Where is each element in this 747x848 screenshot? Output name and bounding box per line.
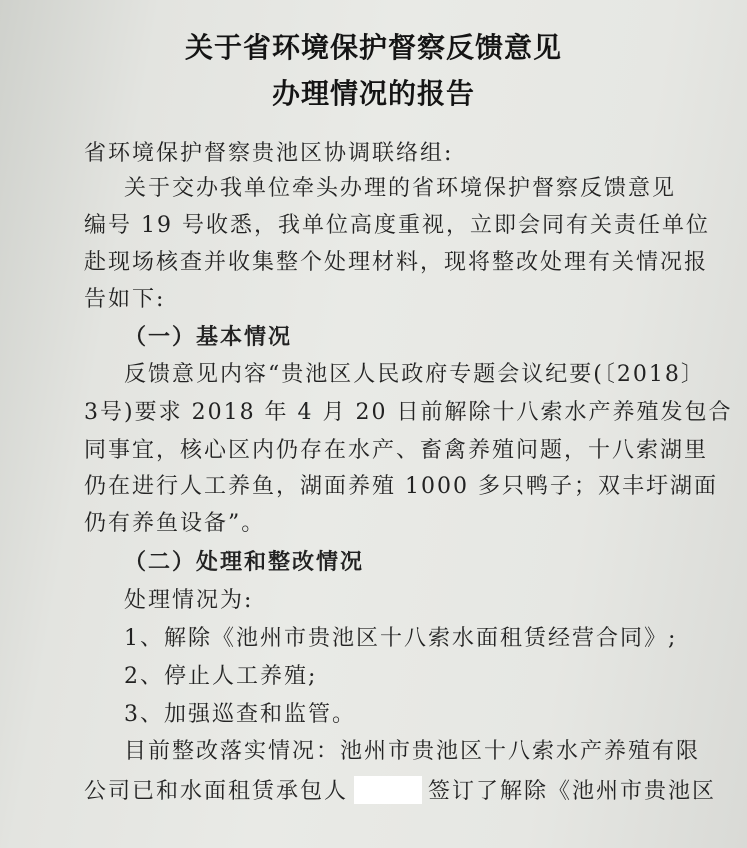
redacted-name-box: [354, 776, 422, 804]
intro-line: 告如下:: [84, 287, 166, 312]
salutation: 省环境保护督察贵池区协调联络组:: [84, 141, 454, 166]
intro-line: 赴现场核查并收集整个处理材料，现将整改处理有关情况报: [84, 250, 709, 275]
handling-item: 1、解除《池州市贵池区十八索水面租赁经营合同》;: [124, 626, 678, 651]
section-heading-basic: （一）基本情况: [124, 324, 293, 350]
final-line: [84, 776, 716, 807]
status-line: 目前整改落实情况：池州市贵池区十八索水产养殖有限: [124, 739, 701, 764]
section1-line: 反馈意见内容“贵池区人民政府专题会议纪要(〔2018〕: [124, 362, 705, 387]
handling-item: 3、加强巡查和监管。: [124, 702, 356, 727]
section1-line: 同事宜，核心区内仍存在水产、畜禽养殖问题，十八索湖里: [84, 438, 709, 463]
handling-label: 处理情况为:: [124, 588, 254, 613]
final-line-end: 签订了解除《池州市贵池区: [428, 779, 717, 804]
report-title-line-1: 关于省环境保护督察反馈意见: [184, 31, 562, 64]
section1-line: 3号)要求 2018 年 4 月 20 日前解除十八索水产养殖发包合: [84, 400, 733, 425]
section1-line: 仍有养鱼设备”。: [84, 511, 266, 536]
handling-item: 2、停止人工养殖;: [124, 664, 318, 689]
final-line-start: 公司已和水面租赁承包人: [84, 779, 349, 804]
section1-line: 仍在进行人工养鱼，湖面养殖 1000 多只鸭子；双丰圩湖面: [84, 474, 718, 499]
intro-line: 编号 19 号收悉，我单位高度重视，立即会同有关责任单位: [84, 213, 710, 238]
report-title-line-2: 办理情况的报告: [271, 77, 475, 110]
intro-line: 关于交办我单位牵头办理的省环境保护督察反馈意见: [124, 176, 677, 201]
section-heading-handling: （二）处理和整改情况: [124, 549, 365, 575]
